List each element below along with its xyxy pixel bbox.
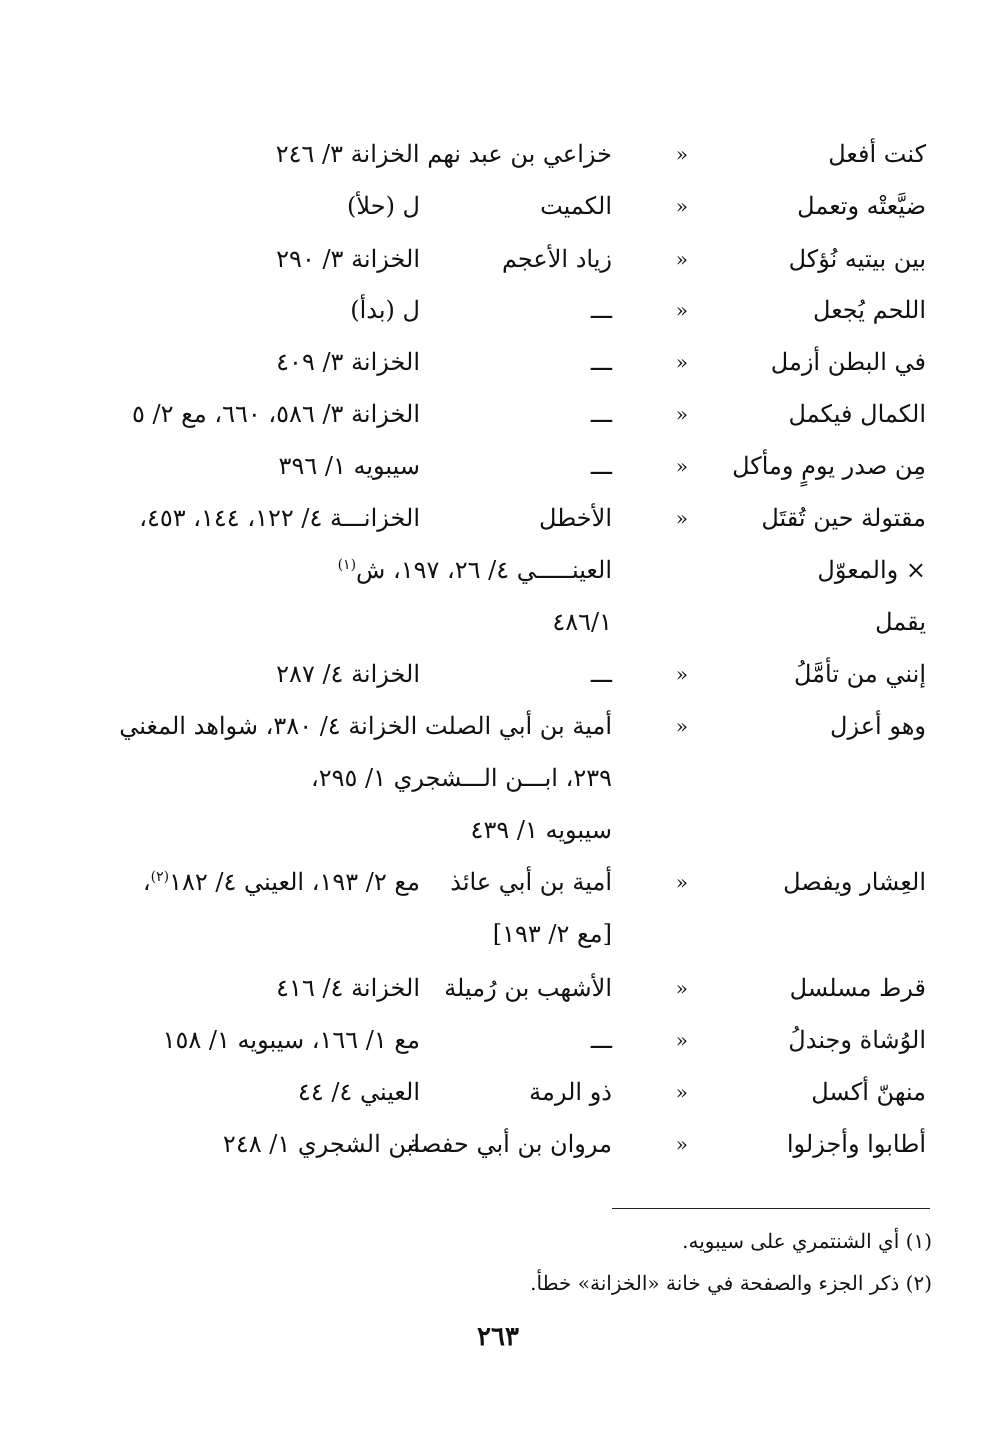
ditto-mark: « — [675, 350, 688, 374]
ditto-mark: « — [675, 976, 688, 1000]
source-reference: خزاعي بن عبد نهم الخزانة ٣/ ٢٤٦ — [275, 140, 612, 168]
source-reference: الخزانـــة ٤/ ١٢٢، ١٤٤، ٤٥٣، — [139, 504, 420, 532]
source-reference: الخزانة ٤/ ٢٨٧ — [276, 660, 420, 688]
rhyme-word: × والمعوّل — [817, 556, 926, 584]
source-reference: الخزانة ٣/ ٥٨٦، ٦٦٠، مع ٢/ ٥ — [131, 400, 420, 428]
poet-name: الأشهب بن رُميلة — [444, 974, 612, 1002]
poet-name: أمية بن أبي عائذ — [450, 868, 612, 896]
ditto-mark: « — [675, 1080, 688, 1104]
ditto-mark: « — [675, 454, 688, 478]
table-row — [60, 596, 940, 648]
poet-name: مروان بن أبي حفصة — [408, 1130, 612, 1158]
rhyme-word: اللحم يُجعل — [813, 296, 926, 324]
table-row — [60, 1118, 940, 1170]
rhyme-word: بين بيتيه نُؤكل — [788, 245, 926, 273]
source-reference: ٢٣٩، ابـــن الـــشجري ١/ ٢٩٥، — [310, 764, 612, 792]
trailing-punctuation: ، — [142, 868, 151, 896]
rhyme-word: يقمل — [875, 608, 926, 636]
table-row — [60, 752, 940, 804]
rhyme-word: مِن صدر يومٍ ومأكل — [732, 452, 926, 480]
rhyme-word: وهو أعزل — [830, 712, 926, 740]
footnote-marker[interactable]: (١) — [337, 557, 357, 573]
rhyme-word: إنني من تأمَّلُ — [794, 660, 926, 688]
source-reference: الخزانة ٣/ ٤٠٩ — [276, 348, 420, 376]
rhyme-word: الوُشاة وجندلُ — [788, 1026, 926, 1054]
poet-name: ـــ — [590, 296, 612, 324]
footnote-marker[interactable]: (٢) — [150, 869, 170, 885]
table-row — [60, 856, 940, 908]
ditto-mark: « — [675, 1028, 688, 1052]
poet-name: زياد الأعجم — [501, 245, 612, 273]
table-row — [60, 1014, 940, 1066]
page-number: ٢٦٣ — [477, 1322, 519, 1352]
rhyme-word: ضيَّعتْه وتعمل — [797, 192, 926, 220]
ditto-mark: « — [675, 662, 688, 686]
source-reference: أمية بن أبي الصلت الخزانة ٤/ ٣٨٠، شواهد المغني — [119, 712, 612, 740]
rhyme-word: في البطن أزمل — [770, 348, 926, 376]
table-row — [60, 128, 940, 180]
poet-name: ـــ — [590, 1026, 612, 1054]
poet-name: ـــ — [590, 348, 612, 376]
source-reference: مع ١/ ١٦٦، سيبويه ١/ ١٥٨ — [162, 1026, 420, 1054]
rhyme-word: كنت أفعل — [828, 140, 926, 168]
ditto-mark: « — [675, 142, 688, 166]
source-reference: الخزانة ٤/ ٤١٦ — [276, 974, 420, 1002]
source-reference-group — [143, 856, 420, 908]
rhyme-word: مقتولة حين تُقتَل — [761, 504, 926, 532]
source-reference: العيني ٤/ ٤٤ — [297, 1078, 420, 1106]
table-row — [60, 492, 940, 544]
rhyme-word: الكمال فيكمل — [788, 400, 926, 428]
source-reference: سيبويه ١/ ٣٩٦ — [278, 452, 420, 480]
source-reference: ابن الشجري ١/ ٢٤٨ — [222, 1130, 420, 1158]
ditto-mark: « — [675, 402, 688, 426]
poet-name: ـــ — [590, 400, 612, 428]
poet-name: الكميت — [540, 192, 612, 220]
table-row — [60, 1066, 940, 1118]
table-row — [60, 336, 940, 388]
ditto-mark: « — [675, 247, 688, 271]
table-row — [60, 908, 940, 960]
footnote-2: (٢) ذكر الجزء والصفحة في خانة «الخزانة» خطأ. — [530, 1271, 932, 1295]
source-reference: [مع ٢/ ١٩٣] — [492, 920, 612, 948]
ditto-mark: « — [675, 506, 688, 530]
rhyme-word: منهنّ أكسل — [811, 1078, 926, 1106]
source-reference: الخزانة ٣/ ٢٩٠ — [276, 245, 420, 273]
table-row — [60, 804, 940, 856]
source-reference: مع ٢/ ١٩٣، العيني ٤/ ١٨٢ — [169, 868, 420, 896]
source-reference: ل (حلأ) — [347, 192, 420, 220]
ditto-mark: « — [675, 714, 688, 738]
ditto-mark: « — [675, 194, 688, 218]
table-row — [60, 700, 940, 752]
table-row — [60, 962, 940, 1014]
poet-name: الأخطل — [538, 504, 612, 532]
table-row — [60, 388, 940, 440]
source-reference: العينـــــي ٤/ ٢٦، ١٩٧، ش — [356, 556, 612, 584]
ditto-mark: « — [675, 298, 688, 322]
table-row — [60, 180, 940, 232]
poet-name: ـــ — [590, 452, 612, 480]
source-reference: سيبويه ١/ ٤٣٩ — [470, 816, 612, 844]
ditto-mark: « — [675, 1132, 688, 1156]
table-row — [60, 648, 940, 700]
rhyme-word: أطابوا وأجزلوا — [786, 1130, 926, 1158]
table-row — [60, 440, 940, 492]
source-reference: ل (بدأ) — [350, 296, 420, 324]
table-row — [60, 233, 940, 285]
rhyme-word: العِشار ويفصل — [783, 868, 926, 896]
source-reference-group — [338, 544, 612, 596]
source-reference: ٤٨٦/١ — [552, 608, 612, 636]
footnote-1: (١) أي الشنتمري على سيبويه. — [682, 1229, 932, 1253]
ditto-mark: « — [675, 870, 688, 894]
poet-name: ذو الرمة — [529, 1078, 612, 1106]
rhyme-word: قرط مسلسل — [789, 974, 926, 1002]
table-row — [60, 544, 940, 596]
poet-name: ـــ — [590, 660, 612, 688]
table-row — [60, 284, 940, 336]
footnote-rule — [612, 1208, 930, 1209]
